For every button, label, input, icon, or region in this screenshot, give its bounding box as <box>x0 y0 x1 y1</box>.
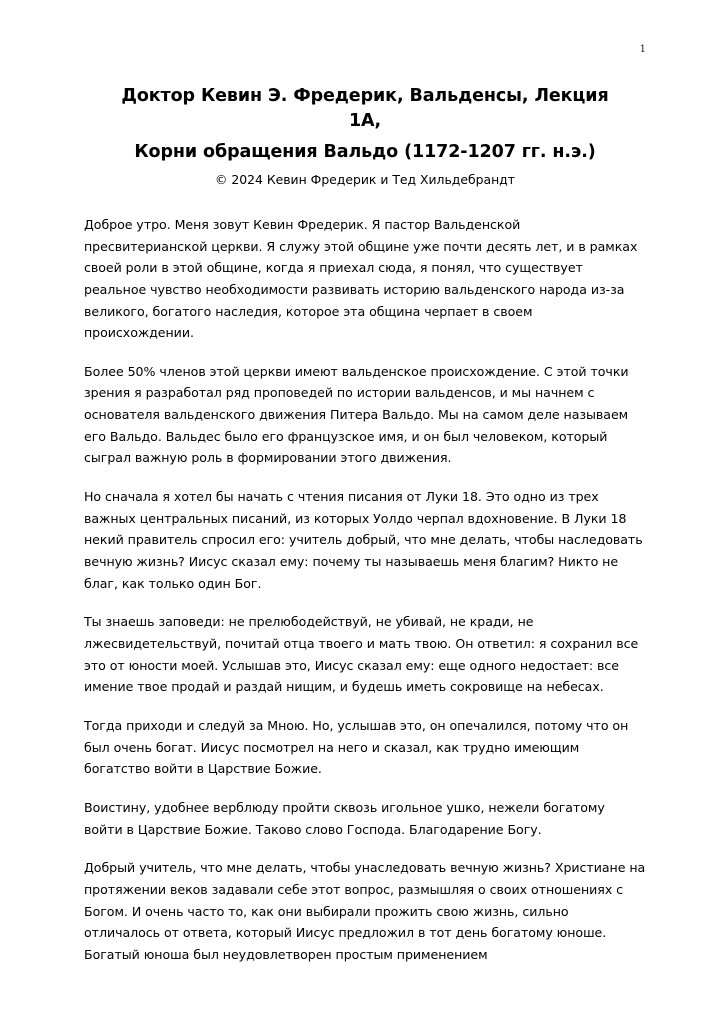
copyright-line: © 2024 Кевин Фредерик и Тед Хильдебрандт <box>215 171 515 187</box>
page-number: 1 <box>639 44 646 55</box>
paragraph: Воистину, удобнее верблюду пройти сквозь игольное ушко, нежели богатому войти в Царствие Божие. Таково слово Господа. Благодарение Богу. <box>84 799 605 837</box>
page-title-line-1: Доктор Кевин Э. Фредерик, Вальденсы, Лекция <box>121 86 609 106</box>
page-subtitle: Корни обращения Вальдо (1172-1207 гг. н.э.) <box>134 141 596 162</box>
document-body <box>84 214 646 966</box>
paragraph: Более 50% членов этой церкви имеют вальденское происхождение. С этой точки зрения я разработал ряд проповедей по истории вальденсов, и мы начнем с основателя вальденского движения Питера Вальдо. Мы на самом деле называем его Вальдо. Вальдес было его французское имя, и он был человеком, который сыграл важную роль в формировании этого движения. <box>84 363 629 466</box>
title-block <box>84 84 646 188</box>
paragraph: Ты знаешь заповеди: не прелюбодействуй, не убивай, не кради, не лжесвидетельствуй, почитай отца твоего и мать твою. Он ответил: я сохранил все это от юности моей. Услышав это, Иисус сказал ему: еще одного недостает: все имение твое продай и раздай нищим, и будешь иметь сокровище на небесах. <box>84 614 639 695</box>
paragraph: Доброе утро. Меня зовут Кевин Фредерик. Я пастор Вальденской пресвитерианской церкви. Я служу этой общине уже почти десять лет, и в рамках своей роли в этой общине, когда я приехал сюда, я понял, что существует реальное чувство необходимости развивать историю вальденского народа из-за великого, богатого наследия, которое эта община черпает в своем происхождении. <box>84 216 638 341</box>
paragraph: Но сначала я хотел бы начать с чтения писания от Луки 18. Это одно из трех важных центральных писаний, из которых Уолдо черпал вдохновение. В Луки 18 некий правитель спросил его: учитель добрый, что мне делать, чтобы наследовать вечную жизнь? Иисус сказал ему: почему ты называешь меня благим? Никто не благ, как только один Бог. <box>84 489 643 591</box>
paragraph: Добрый учитель, что мне делать, чтобы унаследовать вечную жизнь? Христиане на протяжении веков задавали себе этот вопрос, размышляя о своих отношениях с Богом. И очень часто то, как они выбирали прожить свою жизнь, сильно отличалось от ответа, который Иисус предложил в тот день богатому юноше. Богатый юноша был неудовлетворен простым применением <box>84 860 646 962</box>
paragraph: Тогда приходи и следуй за Мною. Но, услышав это, он опечалился, потому что он был очень богат. Иисус посмотрел на него и сказал, как трудно имеющим богатство войти в Царствие Божие. <box>84 718 629 777</box>
page-title-line-2: 1А, <box>348 110 382 131</box>
page-title <box>84 84 646 134</box>
